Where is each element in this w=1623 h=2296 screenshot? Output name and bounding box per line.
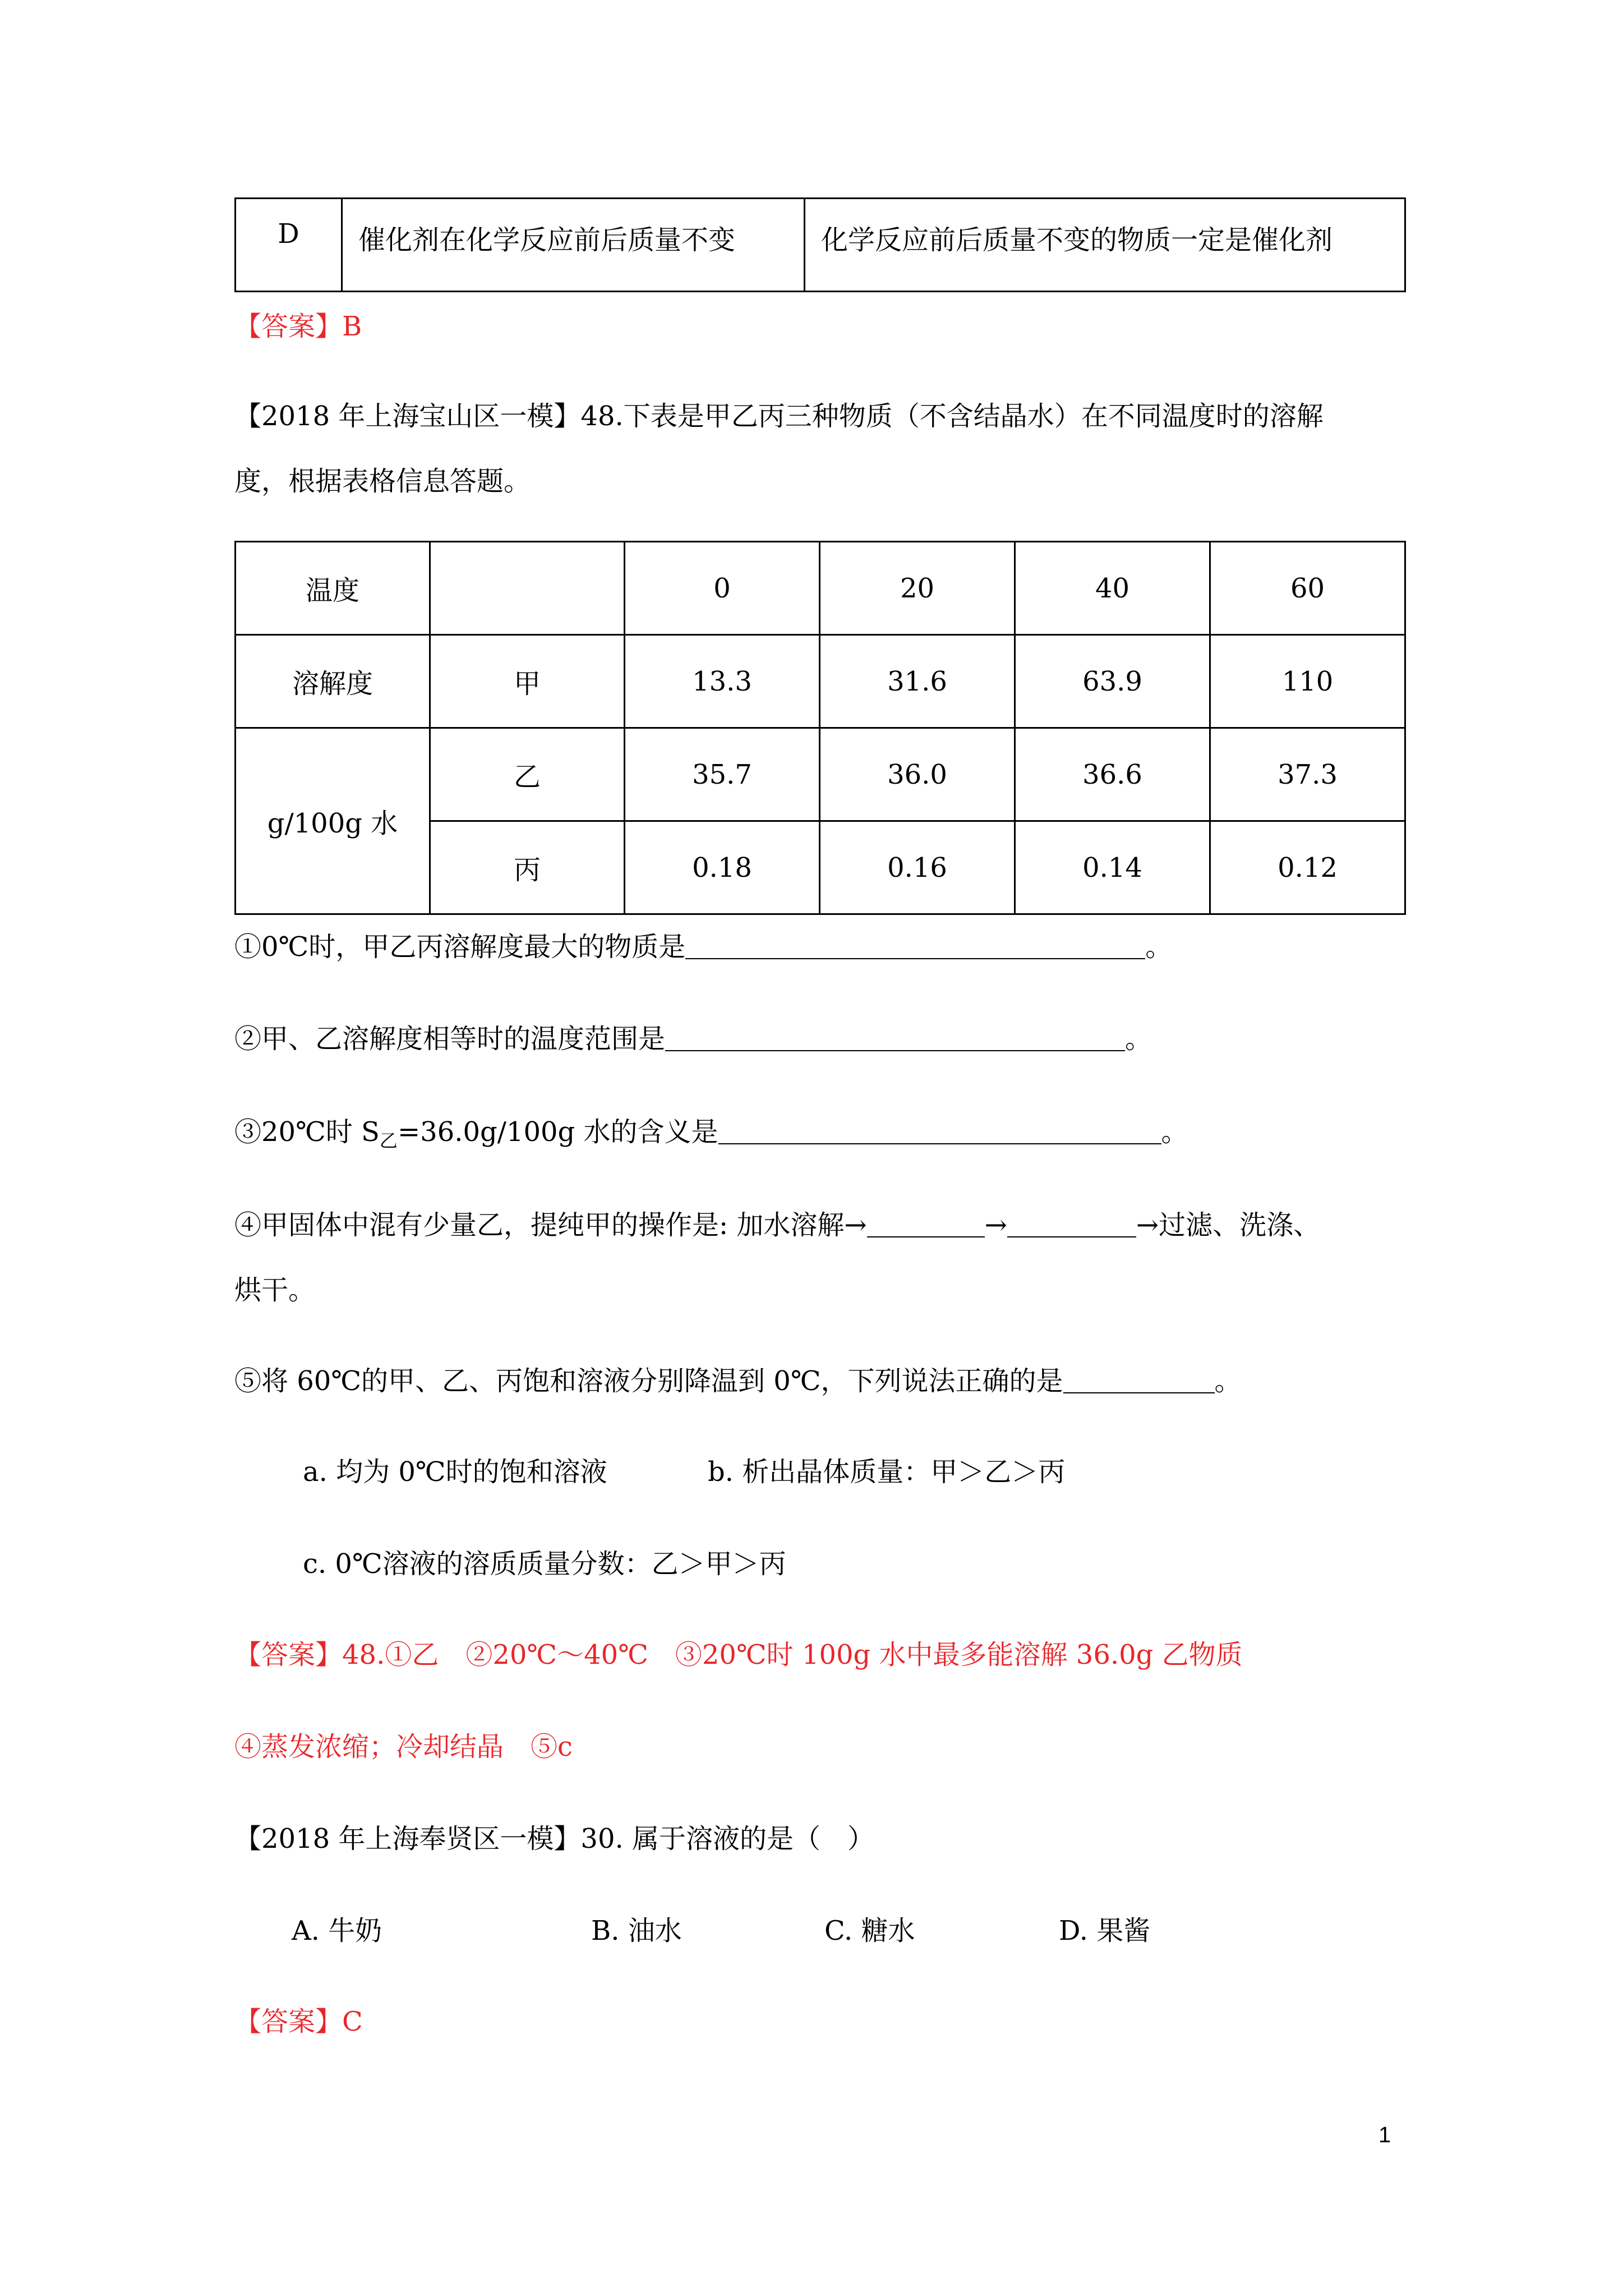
table-row xyxy=(236,635,1405,728)
table-cell: 36.6 xyxy=(1015,728,1210,821)
answer-30: 【答案】C xyxy=(234,2006,363,2037)
answer-48-line2: ④蒸发浓缩；冷却结晶 ⑤c xyxy=(234,1731,573,1763)
question-48-intro-line1: 【2018 年上海宝山区一模】48.下表是甲乙丙三种物质（不含结晶水）在不同温度时的溶解 xyxy=(234,401,1324,432)
table-cell: 13.3 xyxy=(625,635,820,728)
arrow: → xyxy=(984,1209,1007,1241)
answer-48-line1: 【答案】48.①乙 ②20℃～40℃ ③20℃时 100g 水中最多能溶解 36.0g 乙物质 xyxy=(234,1639,1243,1671)
q30-option-b: B. 油水 xyxy=(591,1915,682,1947)
q30-option-a: A. 牛奶 xyxy=(292,1915,382,1947)
sub-question-3-end: 。 xyxy=(1161,1116,1188,1148)
sub-question-2-end: 。 xyxy=(1125,1023,1152,1055)
sub-question-5 xyxy=(234,1365,1242,1397)
table-row xyxy=(236,542,1405,635)
option-a: a. 均为 0℃时的饱和溶液 xyxy=(303,1456,607,1488)
sub-question-1-text: ①0℃时，甲乙丙溶解度最大的物质是 xyxy=(234,931,686,963)
sub-question-3 xyxy=(234,1116,1188,1152)
header-temp-label: 温度 xyxy=(236,542,430,635)
page-number: 1 xyxy=(1378,2123,1391,2147)
option-c: c. 0℃溶液的溶质质量分数：乙＞甲＞丙 xyxy=(303,1548,786,1580)
table-cell: 63.9 xyxy=(1015,635,1210,728)
sub-question-4 xyxy=(234,1209,1321,1241)
header-temp: 20 xyxy=(820,542,1015,635)
answer-blank[interactable] xyxy=(718,1119,1161,1144)
sub-question-1 xyxy=(234,931,1173,963)
answer-1: 【答案】B xyxy=(234,311,362,342)
table-cell: 36.0 xyxy=(820,728,1015,821)
sub-question-3-text-post: =36.0g/100g 水的含义是 xyxy=(397,1116,718,1148)
table-cell: 0.12 xyxy=(1210,821,1405,914)
sub-question-2 xyxy=(234,1023,1152,1055)
table-cell: 31.6 xyxy=(820,635,1015,728)
header-empty xyxy=(430,542,625,635)
sub-question-4-text-post: →过滤、洗涤、 xyxy=(1136,1209,1321,1241)
sub-question-4-text: ④甲固体中混有少量乙，提纯甲的操作是: 加水溶解→ xyxy=(234,1209,867,1241)
question-30-stem: 【2018 年上海奉贤区一模】30. 属于溶液的是（ ） xyxy=(234,1823,875,1855)
option-b: b. 析出晶体质量：甲＞乙＞丙 xyxy=(708,1456,1066,1488)
sub-question-2-text: ②甲、乙溶解度相等时的温度范围是 xyxy=(234,1023,666,1055)
sub-question-3-text: ③20℃时 S xyxy=(234,1116,380,1148)
table-cell: 0.14 xyxy=(1015,821,1210,914)
header-temp: 60 xyxy=(1210,542,1405,635)
table-cell: 37.3 xyxy=(1210,728,1405,821)
question-48-intro-line2: 度，根据表格信息答题。 xyxy=(234,466,531,497)
top-table xyxy=(234,197,1406,292)
top-table-cell-statement: 催化剂在化学反应前后质量不变 xyxy=(342,199,805,292)
header-temp: 40 xyxy=(1015,542,1210,635)
sub-question-5-text: ⑤将 60℃的甲、乙、丙饱和溶液分别降温到 0℃，下列说法正确的是 xyxy=(234,1365,1063,1397)
substance-name: 丙 xyxy=(430,821,625,914)
sub-question-3-subscript: 乙 xyxy=(379,1130,398,1152)
substance-name: 甲 xyxy=(430,635,625,728)
answer-blank[interactable] xyxy=(685,933,1145,959)
solubility-label: 溶解度 xyxy=(236,635,430,728)
table-row xyxy=(236,728,1405,821)
substance-name: 乙 xyxy=(430,728,625,821)
table-cell: 110 xyxy=(1210,635,1405,728)
answer-blank[interactable] xyxy=(1063,1368,1215,1393)
sub-question-5-end: 。 xyxy=(1214,1365,1242,1397)
answer-blank[interactable] xyxy=(1007,1212,1136,1237)
table-row xyxy=(236,199,1405,292)
solubility-table xyxy=(234,541,1406,915)
unit-label: g/100g 水 xyxy=(236,728,430,914)
q30-option-c: C. 糖水 xyxy=(824,1915,915,1947)
top-table-cell-option: D xyxy=(236,199,342,292)
sub-question-4-line2: 烘干。 xyxy=(234,1274,316,1306)
table-cell: 0.18 xyxy=(625,821,820,914)
table-cell: 0.16 xyxy=(820,821,1015,914)
answer-blank[interactable] xyxy=(867,1212,985,1237)
top-table-cell-inference: 化学反应前后质量不变的物质一定是催化剂 xyxy=(805,199,1405,292)
q30-option-d: D. 果酱 xyxy=(1059,1915,1151,1947)
table-cell: 35.7 xyxy=(625,728,820,821)
header-temp: 0 xyxy=(625,542,820,635)
answer-blank[interactable] xyxy=(665,1025,1125,1051)
sub-question-1-end: 。 xyxy=(1145,931,1173,963)
